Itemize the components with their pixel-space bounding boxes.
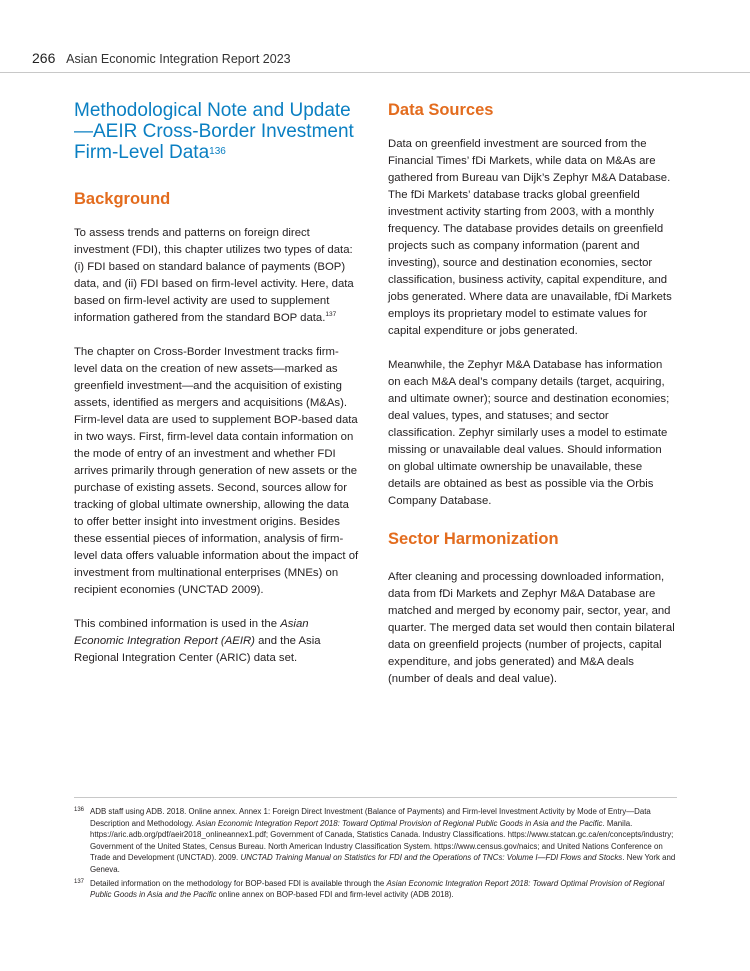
background-paragraph-3 bbox=[74, 616, 361, 667]
footnote-ref-137[interactable]: 137 bbox=[325, 311, 337, 319]
header-divider bbox=[0, 72, 750, 73]
sector-harmonization-paragraph: After cleaning and processing downloaded information, data from fDi Markets and Zephyr M&A Database are matched and merged by economy pair, sector, year, and quarter. The merged data set would then contain bilateral data on greenfield projects (number of projects, capital expenditure, and jobs generated) and M&A deals (number of deals and deal value). bbox=[388, 571, 675, 685]
aeir-report-title: Asian Economic Integration Report (AEIR) bbox=[74, 618, 309, 647]
footnote-text: Detailed information on the methodology for BOP-based FDI is available through the bbox=[90, 878, 387, 888]
footnote-italic-title: UNCTAD Training Manual on Statistics for FDI and the Operations of TNCs: Volume I—FDI Flows and Stocks bbox=[240, 853, 623, 863]
right-column bbox=[388, 100, 675, 705]
background-paragraph-2: The chapter on Cross-Border Investment tracks firm-level data on the creation of new assets—marked as greenfield investment—and the acquisition of existing assets, identified as mergers and acquisitions (M&As). Firm-level data are used to supplement BOP-based data in two ways. First, firm-level data contain information on the mode of entry of an investment and whether FDI arrives primarily through generation of new assets or the purchase of existing assets. Second, sources allow for tracking of global ultimate ownership, allowing the data to offer better insight into investment origins. Besides these essential pieces of information, analysis of firm-level data offers valuable information about the impact of investment from multinational enterprises (MNEs) on recipient economies (UNCTAD 2009). bbox=[74, 346, 359, 596]
footnote-number: 136 bbox=[74, 807, 85, 813]
background-heading: Background bbox=[74, 190, 171, 208]
page-title-text: Methodological Note and Update—AEIR Cross-Border Investment Firm-Level Data bbox=[74, 100, 354, 163]
data-sources-paragraph-1: Data on greenfield investment are sourced from the Financial Times’ fDi Markets, while data on M&As are gathered from Bureau van Dijk’s Zephyr M&A Database. The fDi Markets’ database tracks global greenfield investment activity starting from 2003, with a monthly frequency. The database provides details on greenfield projects such as company information (parent and investing), source and destination economies, sector classification, business activity, capital expenditure, and jobs generated. Where data are unavailable, fDi Markets employs its proprietary model to estimate values for capital expenditure or jobs generated. bbox=[388, 138, 672, 337]
running-header bbox=[32, 50, 291, 66]
page-number: 266 bbox=[32, 50, 56, 66]
background-paragraph-1-text: To assess trends and patterns on foreign direct investment (FDI), this chapter utilizes two types of data: (i) FDI based on standard balance of payments (BOP) data, and (ii) FDI based on firm-level activity. Here, data based on firm-level activity are used to supplement information gathered from the standard BOP data. bbox=[74, 227, 354, 324]
report-title: Asian Economic Integration Report 2023 bbox=[66, 52, 291, 66]
background-paragraph-1 bbox=[74, 225, 361, 327]
data-sources-heading: Data Sources bbox=[388, 101, 494, 119]
footnote-136 bbox=[74, 806, 677, 876]
footnote-137 bbox=[74, 878, 677, 901]
footnote-text: ADB staff using ADB. 2018. Online annex. Annex 1: Foreign Direct Investment (Balance of Payments) and Firm-level Investment Activity by Mode of Entry—Data Description and Methodology. bbox=[90, 807, 651, 828]
page-title bbox=[74, 100, 361, 163]
title-footnote-ref[interactable]: 136 bbox=[209, 146, 226, 157]
paragraph-3-text-b: and the Asia Regional Integration Center (ARIC) data set. bbox=[74, 635, 321, 664]
footnote-text: . New York and Geneva. bbox=[90, 853, 676, 874]
footnote-italic-title: Asian Economic Integration Report 2018: Toward Optimal Provision of Regional Public Goods in Asia and the Pacific bbox=[196, 818, 603, 828]
left-column bbox=[74, 100, 361, 684]
footnote-text-links[interactable]: . Manila. https://aric.adb.org/pdf/aeir2018_onlineannex1.pdf; Government of Canada, Statistics Canada. Industry Classifications. https://www.statcan.gc.ca/en/concepts/industry; Government of the United States, Census Bureau. North American Industry Classification System. https://www.census.gov/naics; and United Nations Conference on Trade and Development (UNCTAD). 2009. bbox=[90, 818, 674, 863]
footnotes bbox=[74, 797, 677, 903]
data-sources-paragraph-2: Meanwhile, the Zephyr M&A Database has information on each M&A deal’s company details (target, acquiring, and ultimate owner); source and destination economies; deal values, types, and statuses; and sector classification. Zephyr similarly uses a model to estimate missing or unavailable deal values. Should information on global ultimate ownership be unavailable, these details are obtained as best as possible via the Orbis Company Database. bbox=[388, 359, 670, 507]
footnote-number: 137 bbox=[74, 878, 85, 885]
paragraph-3-text-a: This combined information is used in the bbox=[74, 618, 281, 630]
footnote-italic-title: Asian Economic Integration Report 2018: Toward Optimal Provision of Regional Public Goods in Asia and the Pacific bbox=[90, 878, 665, 900]
footnote-text: online annex on BOP-based FDI and firm-level activity (ADB 2018). bbox=[216, 890, 454, 900]
sector-harmonization-heading: Sector Harmonization bbox=[388, 530, 559, 548]
